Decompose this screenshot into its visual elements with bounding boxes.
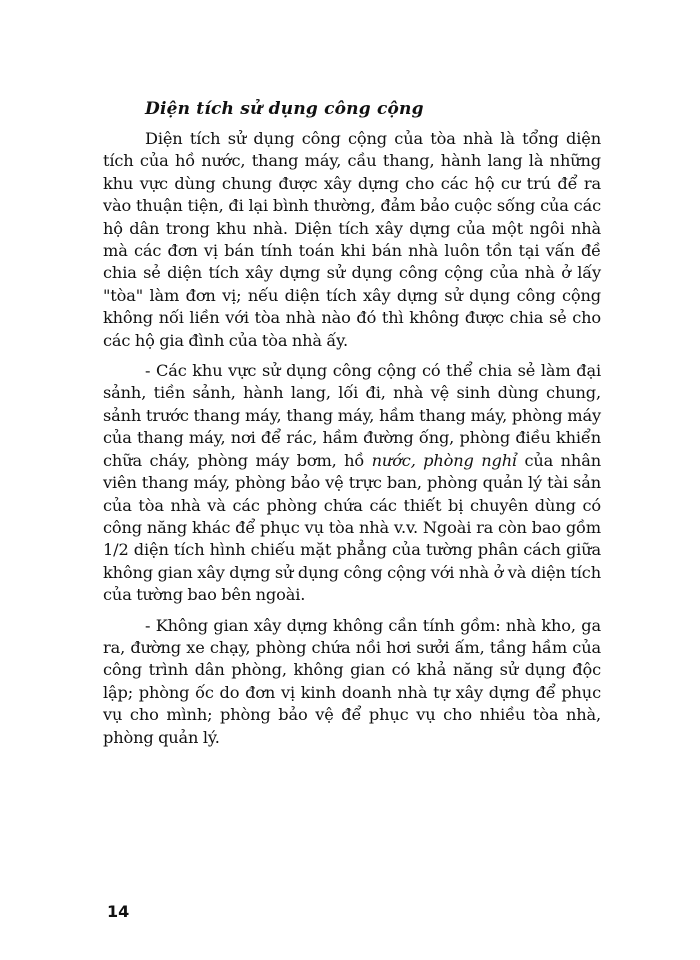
paragraph-excluded-spaces: - Không gian xây dựng không cần tính gồm: nhà kho, ga ra, đường xe chạy, phòng chứa nồi hơi sưởi ấm, tầng hầm của công trình dân phòng, không gian có khả năng sử dụng độc lập; phòng ốc do đơn vị kinh doanh nhà tự xây dựng để phục vụ cho mình; phòng bảo vệ để phục vụ cho nhiều tòa nhà, phòng quản lý. — [103, 615, 601, 747]
paragraph-shared-areas-part-1: - Các khu vực sử dụng công cộng có thể chia sẻ làm đại sảnh, tiền sảnh, hành lang, lối đi, nhà vệ sinh dùng chung, sảnh trước thang máy, thang máy, hầm thang máy, phòng máy của thang máy, nơi để rác, hầm đường ống, phòng điều khiển chữa cháy, phòng máy bơm, hồ — [103, 361, 601, 470]
page-content — [103, 96, 601, 749]
paragraph-definition: Diện tích sử dụng công cộng của tòa nhà là tổng diện tích của hồ nước, thang máy, cầu thang, hành lang là những khu vực dùng chung được xây dựng cho các hộ cư trú để ra vào thuận tiện, đi lại bình thường, đảm bảo cuộc sống của các hộ dân trong khu nhà. Diện tích xây dựng của một ngôi nhà mà các đơn vị bán tính toán khi bán nhà luôn tồn tại vấn đề chia sẻ diện tích xây dựng sử dụng công cộng của nhà ở lấy "tòa" làm đơn vị; nếu diện tích xây dựng sử dụng công cộng không nối liền với tòa nhà nào đó thì không được chia sẻ cho các hộ gia đình của tòa nhà ấy. — [103, 129, 601, 350]
paragraph-shared-areas-italic: nước, phòng nghỉ — [371, 450, 518, 470]
paragraph-shared-areas — [103, 360, 601, 606]
section-title: Diện tích sử dụng công cộng — [145, 99, 424, 119]
paragraph-shared-areas-part-2: của nhân viên thang máy, phòng bảo vệ trực ban, phòng quản lý tài sản của tòa nhà và các phòng chứa các thiết bị chuyên dùng có công năng khác để phục vụ tòa nhà v.v. Ngoài ra còn bao gồm 1/2 diện tích hình chiếu mặt phẳng của tường phân cách giữa không gian xây dựng sử dụng công cộng với nhà ở và diện tích của tường bao bên ngoài. — [103, 450, 601, 605]
page-number: 14 — [107, 902, 130, 921]
